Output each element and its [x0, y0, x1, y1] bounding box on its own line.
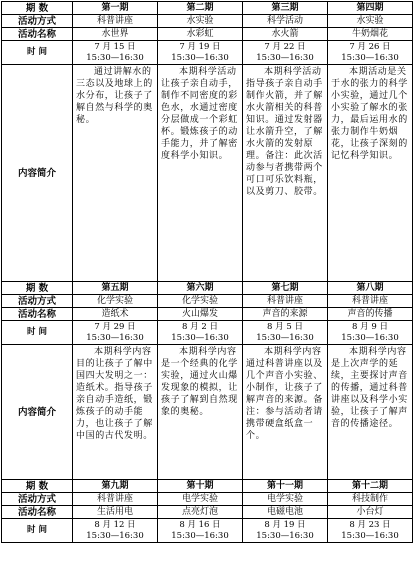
- period-cell: 第九期: [73, 480, 158, 493]
- name-label: 活动名称: [2, 308, 73, 321]
- intro-cell: 本期科学活动指导孩子亲自动手制作火箭，并了解水火箭相关的科普知识。通过发射器让水箭升空，了解水火箭的发射原理。备注：此次活动参与者携带两个可口可乐饮料瓶，以及剪刀、胶带。: [243, 65, 328, 282]
- name-cell: 声音的传播: [328, 308, 413, 321]
- mode-row: [2, 295, 413, 308]
- hours-text: 15:30—16:30: [86, 332, 144, 343]
- mode-cell: 科学活动: [243, 15, 328, 28]
- time-row: [2, 321, 413, 345]
- time-cell: [158, 321, 243, 345]
- time-row: [2, 41, 413, 65]
- hours-text: 15:30—16:30: [341, 332, 399, 343]
- mode-cell: 科普讲座: [243, 295, 328, 308]
- mode-label: 活动方式: [2, 15, 73, 28]
- date-text: 7 月 19 日: [179, 42, 221, 52]
- period-label: 期 数: [2, 282, 73, 295]
- intro-cell: 本期科学活动让孩子亲自动手，制作不同密度的彩色水，水通过密度分层做成一个彩虹杯。锻炼孩子的动手能力，并了解密度科学小知识。: [158, 65, 243, 282]
- intro-cell: 本期科学内容目的让孩子了解中国四大发明之一：造纸术。指导孩子亲自动手造纸，锻炼孩子的动手能力，也让孩子了解中国的古代发明。: [73, 345, 158, 480]
- mode-cell: 化学实验: [158, 295, 243, 308]
- period-label: 期 数: [2, 480, 73, 493]
- time-cell: [328, 519, 413, 543]
- date-text: 8 月 2 日: [182, 322, 218, 332]
- intro-cell: 本期活动是关于水的张力的科学小实验，通过几个小实验了解水的张力，最后运用水的张力制作牛奶烟花，让孩子深刻的记忆科学知识。: [328, 65, 413, 282]
- time-cell: [328, 41, 413, 65]
- time-cell: [73, 519, 158, 543]
- mode-cell: 电学实验: [158, 493, 243, 506]
- date-text: 8 月 19 日: [264, 520, 306, 530]
- period-cell: 第四期: [328, 2, 413, 15]
- name-cell: 声音的来源: [243, 308, 328, 321]
- hours-text: 15:30—16:30: [86, 52, 144, 63]
- hours-text: 15:30—16:30: [256, 52, 314, 63]
- name-cell: 牛奶烟花: [328, 28, 413, 41]
- period-row: [2, 480, 413, 493]
- period-row: [2, 2, 413, 15]
- name-cell: 水火箭: [243, 28, 328, 41]
- time-cell: [243, 321, 328, 345]
- name-cell: 电磁电池: [243, 506, 328, 519]
- period-row: [2, 282, 413, 295]
- intro-row: [2, 65, 413, 282]
- time-cell: [73, 41, 158, 65]
- period-cell: 第十一期: [243, 480, 328, 493]
- date-text: 8 月 5 日: [267, 322, 303, 332]
- intro-cell: 本期科学内容通过科普讲座以及几个声音小实验、小制作，让孩子了解声音的来源。备注：参与活动者请携带硬盒纸盒一个。: [243, 345, 328, 480]
- date-text: 8 月 9 日: [352, 322, 388, 332]
- mode-row: [2, 493, 413, 506]
- name-cell: 火山爆发: [158, 308, 243, 321]
- time-cell: [243, 41, 328, 65]
- time-cell: [73, 321, 158, 345]
- date-text: 7 月 26 日: [349, 42, 391, 52]
- period-cell: 第五期: [73, 282, 158, 295]
- hours-text: 15:30—16:30: [171, 52, 229, 63]
- mode-cell: 化学实验: [73, 295, 158, 308]
- hours-text: 15:30—16:30: [256, 530, 314, 541]
- intro-cell: 通过讲解水的三态以及地球上的水分布，让孩子了解自然与科学的奥秘。: [73, 65, 158, 282]
- time-label: 时 间: [2, 321, 73, 345]
- mode-label: 活动方式: [2, 295, 73, 308]
- period-cell: 第三期: [243, 2, 328, 15]
- date-text: 7 月 29 日: [94, 322, 136, 332]
- mode-cell: 科普讲座: [73, 15, 158, 28]
- name-row: [2, 28, 413, 41]
- hours-text: 15:30—16:30: [341, 52, 399, 63]
- period-cell: 第一期: [73, 2, 158, 15]
- intro-cell: 本期科学内容是一个经典的化学实验，通过火山爆发现象的模拟，让孩子了解到自然现象的奥秘。: [158, 345, 243, 480]
- period-cell: 第七期: [243, 282, 328, 295]
- time-cell: [158, 519, 243, 543]
- mode-label: 活动方式: [2, 493, 73, 506]
- date-text: 8 月 16 日: [179, 520, 221, 530]
- name-label: 活动名称: [2, 28, 73, 41]
- date-text: 8 月 23 日: [349, 520, 391, 530]
- date-text: 7 月 22 日: [264, 42, 306, 52]
- mode-cell: 科普讲座: [328, 295, 413, 308]
- intro-cell: 本期科学内容是上次声学的延续，主要探讨声音的传播，通过科普讲座以及科学小实验，让孩子了解声音的传播途径。: [328, 345, 413, 480]
- date-text: 7 月 15 日: [94, 42, 136, 52]
- name-cell: 小台灯: [328, 506, 413, 519]
- period-label: 期 数: [2, 2, 73, 15]
- hours-text: 15:30—16:30: [256, 332, 314, 343]
- mode-cell: 水实验: [328, 15, 413, 28]
- name-cell: 水彩虹: [158, 28, 243, 41]
- period-cell: 第六期: [158, 282, 243, 295]
- mode-cell: 科技制作: [328, 493, 413, 506]
- name-cell: 造纸术: [73, 308, 158, 321]
- period-cell: 第八期: [328, 282, 413, 295]
- mode-row: [2, 15, 413, 28]
- time-label: 时 间: [2, 519, 73, 543]
- intro-label: 内容简介: [2, 345, 73, 480]
- period-cell: 第十二期: [328, 480, 413, 493]
- time-row: [2, 519, 413, 543]
- period-cell: 第二期: [158, 2, 243, 15]
- date-text: 8 月 12 日: [94, 520, 136, 530]
- hours-text: 15:30—16:30: [341, 530, 399, 541]
- name-row: [2, 506, 413, 519]
- time-label: 时 间: [2, 41, 73, 65]
- time-cell: [328, 321, 413, 345]
- hours-text: 15:30—16:30: [171, 332, 229, 343]
- mode-cell: 科普讲座: [73, 493, 158, 506]
- hours-text: 15:30—16:30: [86, 530, 144, 541]
- period-cell: 第十期: [158, 480, 243, 493]
- time-cell: [158, 41, 243, 65]
- name-cell: 点亮灯泡: [158, 506, 243, 519]
- intro-label: 内容简介: [2, 65, 73, 282]
- activity-schedule-table: [1, 1, 413, 543]
- time-cell: [243, 519, 328, 543]
- name-row: [2, 308, 413, 321]
- name-cell: 生活用电: [73, 506, 158, 519]
- mode-cell: 电学实验: [243, 493, 328, 506]
- hours-text: 15:30—16:30: [171, 530, 229, 541]
- intro-row: [2, 345, 413, 480]
- name-label: 活动名称: [2, 506, 73, 519]
- mode-cell: 水实验: [158, 15, 243, 28]
- name-cell: 水世界: [73, 28, 158, 41]
